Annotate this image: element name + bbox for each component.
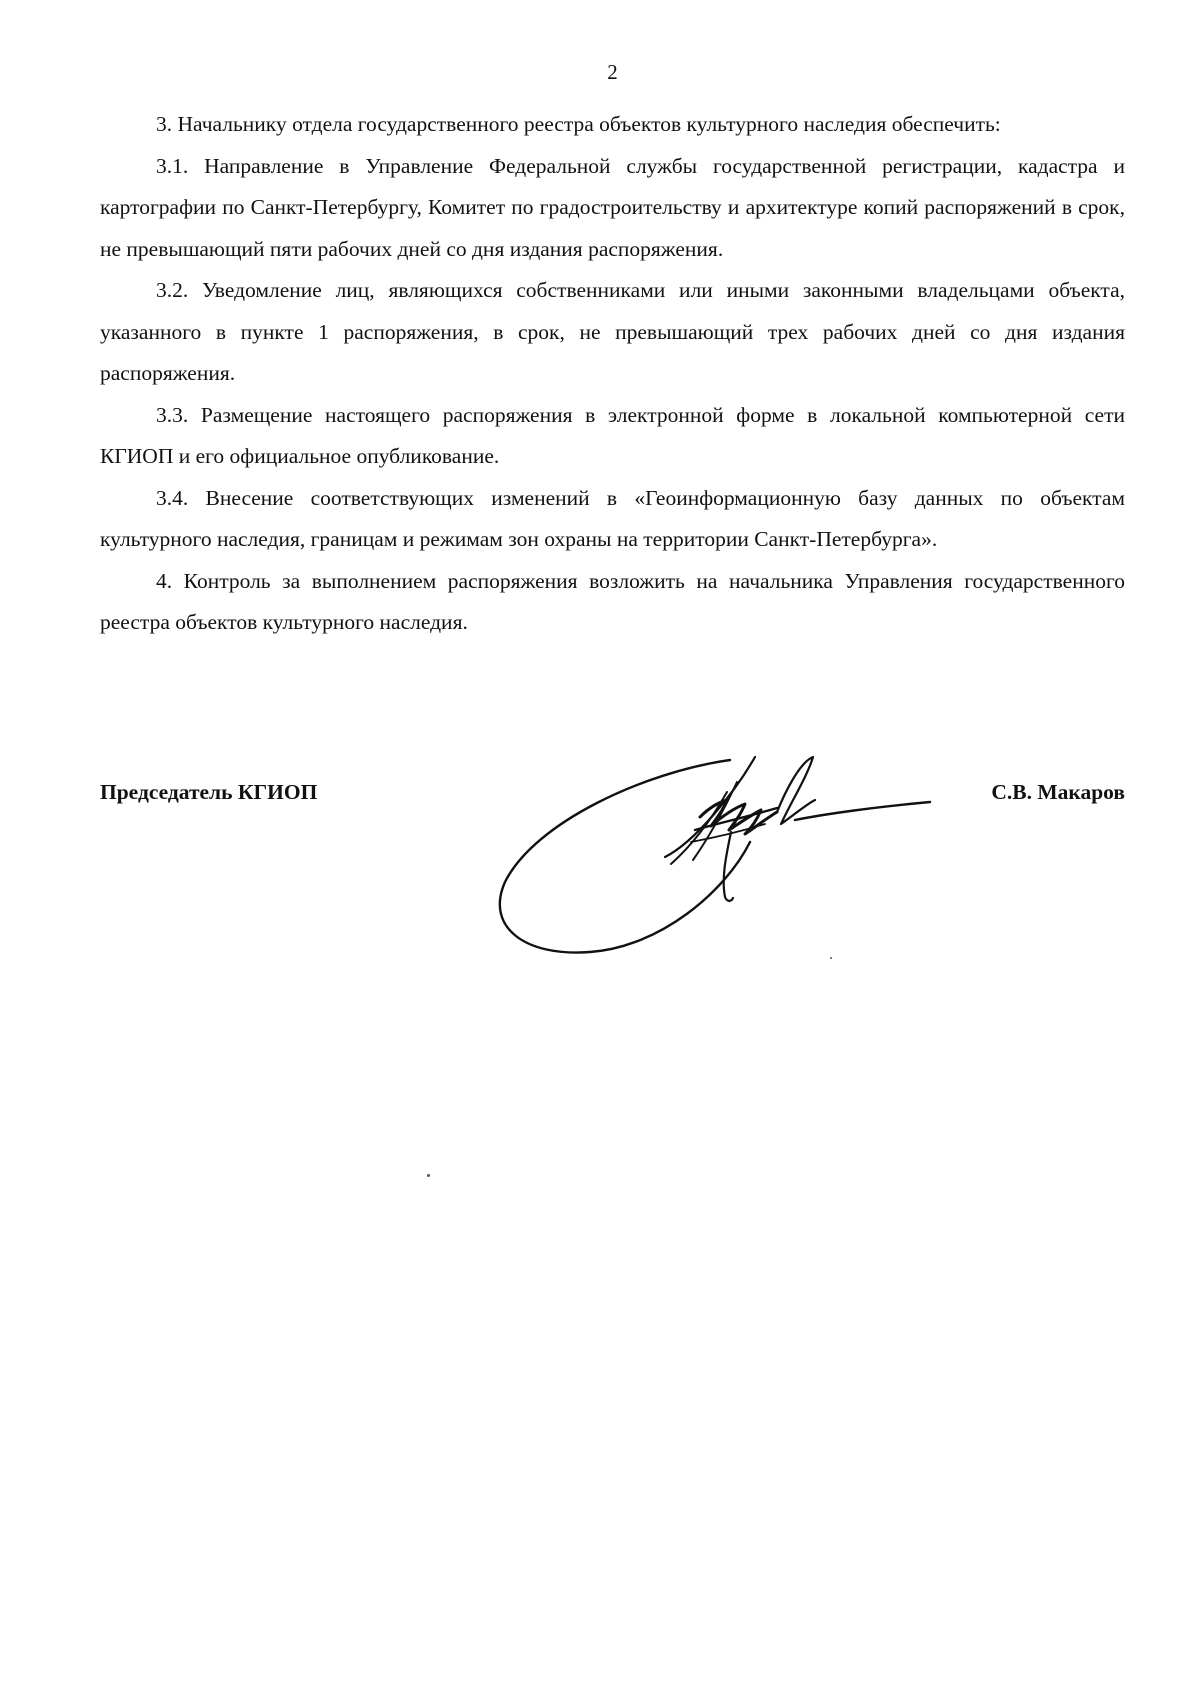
paragraph-3-3: 3.3. Размещение настоящего распоряжения в электронной форме в локальной компьютерной сети КГИОП и его официальное опубликование. bbox=[100, 402, 1125, 468]
paragraph-4: 4. Контроль за выполнением распоряжения возложить на начальника Управления государственного реестра объектов культурного наследия. bbox=[100, 568, 1125, 634]
signer-title: Председатель КГИОП bbox=[100, 780, 318, 804]
paragraph-3: 3. Начальнику отдела государственного реестра объектов культурного наследия обеспечить: bbox=[156, 112, 1001, 136]
scan-speck bbox=[427, 1174, 430, 1177]
document-body bbox=[100, 104, 1125, 644]
paragraph-3-4: 3.4. Внесение соответствующих изменений в «Геоинформационную базу данных по объектам культурного наследия, границам и режимам зон охраны на территории Санкт-Петербурга». bbox=[100, 485, 1125, 551]
signer-name: С.В. Макаров bbox=[991, 780, 1125, 804]
page-number: 2 bbox=[607, 60, 618, 84]
paragraph-3-2: 3.2. Уведомление лиц, являющихся собственниками или иными законными владельцами объекта, указанного в пункте 1 распоряжения, в срок, не превышающий трех рабочих дней со дня издания распоряжения. bbox=[100, 278, 1125, 385]
scan-speck bbox=[830, 957, 832, 959]
handwritten-signature bbox=[495, 752, 940, 967]
paragraph-3-1: 3.1. Направление в Управление Федеральной службы государственной регистрации, кадастра и картографии по Санкт-Петербургу, Комитет по градостроительству и архитектуре копий распоряжений в срок, не превышающий пяти рабочих дней со дня издания распоряжения. bbox=[100, 153, 1125, 261]
